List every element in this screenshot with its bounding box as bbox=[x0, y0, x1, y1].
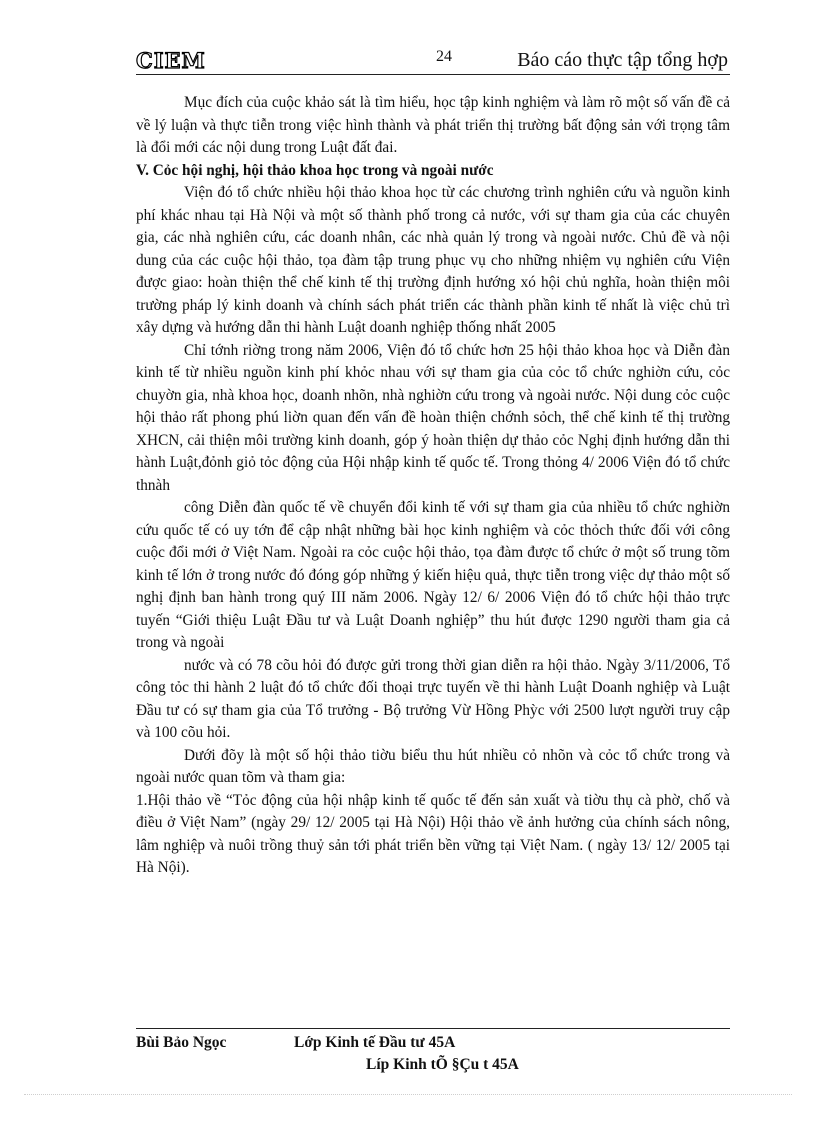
paragraph-survey-purpose: Mục đích của cuộc khảo sát là tìm hiểu, học tập kinh nghiệm và làm rõ một số vấn đề cả về lý luận và thực tiễn trong việc hình thành và phát triển thị trường bất động sản với trọng tâm là đổi mới các nội dung trong Luật đất đai. bbox=[136, 94, 730, 156]
report-title: Báo cáo thực tập tổng hợp bbox=[517, 49, 728, 71]
paragraph-typical-workshops: Dưới đõy là một số hội thảo tiờu biểu thu hút nhiều cỏ nhõn và cỏc tổ chức trong và ngoài nước quan tõm và tham gia: bbox=[136, 746, 730, 786]
footer-class: Lớp Kinh tế Đầu tư 45A bbox=[294, 1034, 456, 1051]
ciem-logo: CIEM bbox=[136, 48, 206, 73]
paragraph-2006-events: Chỉ tớnh riờng trong năm 2006, Viện đó tổ chức hơn 25 hội thảo khoa học và Diễn đàn kinh tế từ nhiều nguồn kinh phí khỏc nhau với sự tham gia của cỏc tổ chức nghiờn cứu, cỏc chuyờn gia, nhà khoa học, doanh nhõn, nhà nghiờn cứu trong và ngoài nước. Nội dung cỏc cuộc hội thảo rất phong phú liờn quan đến vấn đề hoàn thiện chớnh sỏch, thể chế kinh tế thị trường XHCN, cải thiện môi trường kinh doanh, góp ý hoàn thiện dự thảo cỏc Nghị định hướng dẫn thi hành Luật,đỏnh giỏ tỏc động của Hội nhập kinh tế quốc tế. Trong thỏng 4/ 2006 Viện đó tổ chức thnàh bbox=[136, 341, 730, 494]
paragraph-workshops: Viện đó tổ chức nhiều hội thảo khoa học từ các chương trình nghiên cứu và nguồn kinh phí khác nhau tại Hà Nội và một số thành phố trong cả nước, với sự tham gia của các chuyên gia, các nhà nghiên cứu, các doanh nhân, các nhà quản lý trong và ngoài nước. Chủ đề và nội dung của các cuộc hội thảo, tọa đàm tập trung phục vụ cho những nhiệm vụ nghiên cứu Viện được giao: hoàn thiện thể chế kinh tế thị trường định hướng xó hội chủ nghĩa, hoàn thiện môi trường pháp lý kinh doanh và chính sách phát triển các thành phần kinh tế nhất là việc chủ trì xây dựng và hướng dẫn thi hành Luật doanh nghiệp thống nhất 2005 bbox=[136, 184, 730, 336]
page-bottom-dotted-line bbox=[24, 1094, 792, 1095]
section-heading-v: V. Cỏc hội nghị, hội thảo khoa học trong và ngoài nước bbox=[136, 161, 494, 179]
document-body bbox=[136, 92, 730, 880]
footer-class-garbled: Líp Kinh tÕ §Çu t 45A bbox=[366, 1056, 519, 1073]
footer-author: Bùi Bảo Ngọc bbox=[136, 1034, 227, 1051]
page-number: 24 bbox=[436, 48, 452, 65]
paragraph-workshop-list: 1.Hội thảo về “Tỏc động của hội nhập kinh tế quốc tế đến sản xuất và tiờu thụ cà phờ, chố và điều ở Việt Nam” (ngày 29/ 12/ 2005 tại Hà Nội) Hội thảo về ảnh hưởng của chính sách nông, lâm nghiệp và nuôi trồng thuỷ sản tới phát triển bền vững tại Việt Nam. ( ngày 13/ 12/ 2005 tại Hà Nội). bbox=[136, 791, 730, 876]
paragraph-online-dialogue: nước và có 78 cõu hỏi đó được gửi trong thời gian diễn ra hội thảo. Ngày 3/11/2006, Tổ công tỏc thi hành 2 luật đó tổ chức đối thoại trực tuyến về thi hành Luật Doanh nghiệp và Luật Đầu tư có sự tham gia của Tổ trưởng - Bộ trưởng Vừ Hồng Phỳc với 2500 lượt người truy cập và 100 cõu hỏi. bbox=[136, 656, 730, 741]
paragraph-international-forum: công Diễn đàn quốc tế về chuyển đổi kinh tế với sự tham gia của nhiều tổ chức nghiờn cứu quốc tế có uy tớn để cập nhật những bài học kinh nghiệm và cỏc thỏch thức đối với công cuộc đổi mới ở Việt Nam. Ngoài ra cỏc cuộc hội thảo, tọa đàm được tổ chức ở một số trung tõm kinh tế lớn ở trong nước đó đóng góp những ý kiến hiệu quả, thực tiễn trong việc dự thảo một số nghị định ban hành trong quý III năm 2006. Ngày 12/ 6/ 2006 Viện đó tổ chức hội thảo trực tuyến “Giới thiệu Luật Đầu tư và Luật Doanh nghiệp” thu hút được 1290 người tham gia cả trong và ngoài bbox=[136, 499, 730, 651]
page-header bbox=[136, 46, 730, 75]
footer-divider bbox=[136, 1028, 730, 1029]
